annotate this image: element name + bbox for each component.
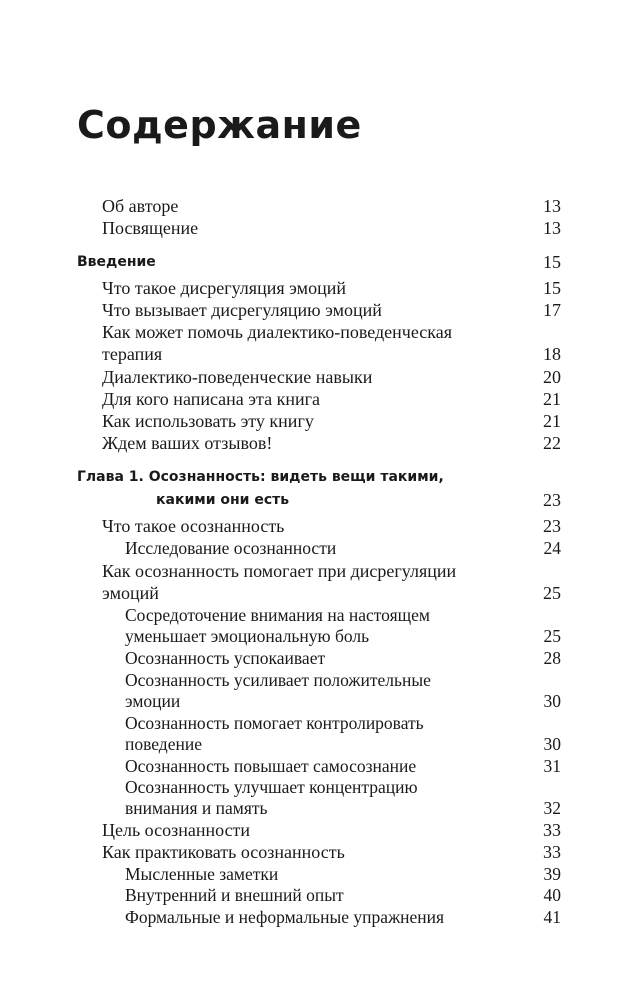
toc-entry-page: 25 (543, 626, 561, 646)
toc-entry-title: поведение (125, 734, 202, 754)
toc-entry-title: Что такое дисрегуляция эмоций (102, 278, 346, 298)
toc-entry-title: внимания и память (125, 798, 268, 818)
toc-entry-title: эмоции (125, 691, 181, 711)
toc-entry-page: 30 (543, 734, 561, 754)
toc-section-title: Введение (77, 254, 156, 270)
toc-entry-page: 23 (543, 516, 561, 536)
toc-entry-title: Формальные и неформальные упражнения (125, 907, 445, 927)
toc-entry-page: 13 (543, 218, 561, 238)
toc-entry-page: 17 (543, 300, 561, 320)
toc-entry-title: Как может помочь диалектико-поведенческая (102, 322, 452, 342)
toc-entry-title: Осознанность повышает самосознание (125, 756, 417, 776)
toc-entry-page: 28 (543, 648, 561, 668)
toc-entry-title: Что вызывает дисрегуляцию эмоций (102, 300, 382, 320)
toc-entry-title: Внутренний и внешний опыт (125, 885, 344, 905)
toc-entry-title: Осознанность усиливает положительные (125, 670, 431, 690)
toc-entry-title: Об авторе (102, 196, 179, 216)
toc-entry-title: Осознанность помогает контролировать (125, 713, 424, 733)
toc-entry-page: 21 (543, 389, 561, 409)
toc-entry-title: Цель осознанности (102, 820, 251, 840)
toc-entry-page: 33 (543, 842, 561, 862)
toc-entry-page: 21 (543, 411, 561, 431)
toc-entry-page: 30 (543, 691, 561, 711)
toc-entry-title: терапия (102, 344, 163, 364)
toc-entry-title: Для кого написана эта книга (102, 389, 320, 409)
toc-entry-title: Сосредоточение внимания на настоящем (125, 605, 430, 625)
toc-entry-title: Как осознанность помогает при дисрегуляции (102, 561, 457, 581)
toc-entry-title: Диалектико-поведенческие навыки (102, 367, 373, 387)
toc-entry-title: Как использовать эту книгу (102, 411, 314, 431)
toc-entry-title: Осознанность успокаивает (125, 648, 326, 668)
toc-entry-page: 24 (543, 538, 561, 558)
page-title: Содержание (77, 103, 362, 147)
toc-entry-page: 40 (543, 885, 561, 905)
toc-entry-page: 13 (543, 196, 561, 216)
toc-entry-title: Ждем ваших отзывов! (102, 433, 273, 453)
toc-entry-title: эмоций (102, 583, 159, 603)
toc-chapter-title: Глава 1. Осознанность: видеть вещи такими, (77, 469, 444, 485)
toc-entry-title: Как практиковать осознанность (102, 842, 345, 862)
toc-entry-title: Исследование осознанности (125, 538, 337, 558)
toc-entry-title: Что такое осознанность (102, 516, 285, 536)
toc-entry-page: 23 (543, 490, 561, 510)
toc-entry-page: 15 (543, 278, 561, 298)
toc-entry-title: Посвящение (102, 218, 199, 238)
toc-entry-title: уменьшает эмоциональную боль (125, 626, 370, 646)
toc-entry-page: 20 (543, 367, 561, 387)
toc-entry-page: 39 (543, 864, 561, 884)
toc-chapter-title: какими они есть (156, 492, 290, 508)
toc-entry-page: 15 (543, 252, 561, 272)
toc-entry-page: 32 (543, 798, 561, 818)
toc-entry-page: 41 (543, 907, 561, 927)
toc-entry-title: Осознанность улучшает концентрацию (125, 777, 418, 797)
toc-entry-page: 18 (543, 344, 561, 364)
toc-entry-page: 22 (543, 433, 561, 453)
toc-entry-page: 31 (543, 756, 561, 776)
toc-entry-title: Мысленные заметки (125, 864, 279, 884)
toc-entry-page: 33 (543, 820, 561, 840)
toc-entry-page: 25 (543, 583, 561, 603)
